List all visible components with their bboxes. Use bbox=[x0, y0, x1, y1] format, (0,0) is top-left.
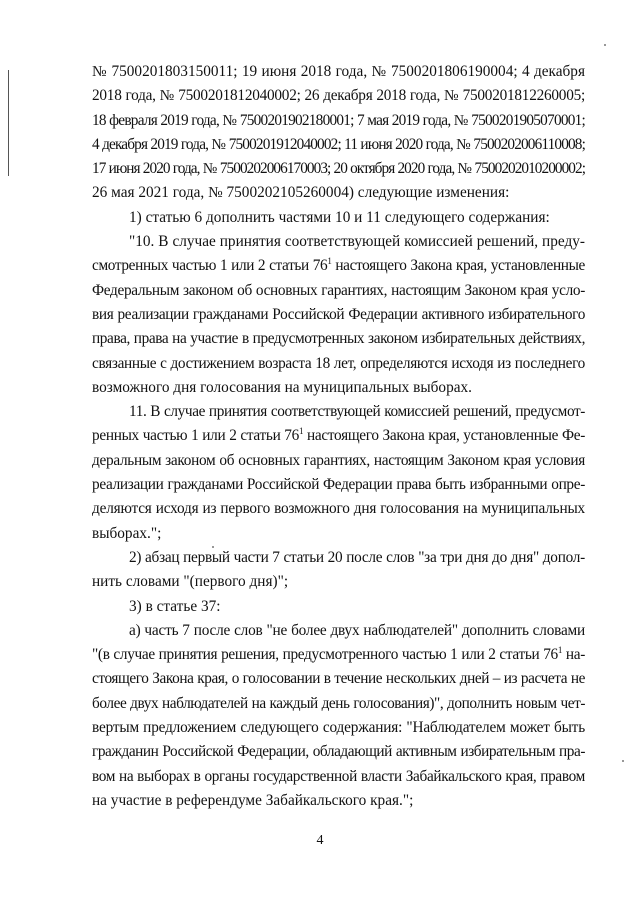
text-line-content: более двух наблюдателей на каждый день голосования)", дополнить новым чет- bbox=[92, 694, 585, 712]
text-line bbox=[92, 352, 585, 376]
text-line bbox=[92, 181, 585, 205]
text-line bbox=[92, 400, 585, 424]
text-line bbox=[92, 327, 585, 351]
text-line bbox=[92, 449, 585, 473]
text-line bbox=[92, 424, 585, 448]
text-line-content: гражданин Российской Федерации, обладающий активным избирательным пра- bbox=[92, 743, 585, 761]
text-line-tail: настоящего Закона края, установленные bbox=[331, 257, 585, 275]
text-line bbox=[92, 109, 585, 133]
document-body bbox=[92, 60, 585, 813]
page-number: 4 bbox=[316, 833, 324, 848]
text-line-content: стоящего Закона края, о голосовании в течение нескольких дней – из расчета не bbox=[92, 670, 585, 688]
text-line-content: "(в случае принятия решения, предусмотренного частью 1 или 2 статьи 76 bbox=[92, 646, 558, 664]
text-line-content: деральным законом об основных гарантиях, настоящим Законом края условия bbox=[92, 451, 585, 469]
text-line bbox=[92, 740, 585, 764]
text-line bbox=[92, 546, 585, 570]
text-line-content: на участие в референдуме Забайкальского края."; bbox=[92, 791, 414, 809]
text-line bbox=[92, 789, 585, 813]
text-line bbox=[92, 254, 585, 278]
text-line-content: № 7500201803150011; 19 июня 2018 года, № 7500201806190004; 4 декабря bbox=[92, 63, 585, 80]
text-line bbox=[92, 765, 585, 789]
text-line bbox=[92, 157, 585, 181]
text-line bbox=[92, 643, 585, 667]
text-line-content: нить словами "(первого дня)"; bbox=[92, 573, 289, 591]
text-line bbox=[92, 667, 585, 691]
text-line-content: смотренных частью 1 или 2 статьи 76 bbox=[92, 257, 328, 275]
text-line bbox=[92, 692, 585, 716]
text-line bbox=[92, 497, 585, 521]
text-line-content: ренных частью 1 или 2 статьи 76 bbox=[92, 427, 299, 445]
text-line-tail: настоящего Закона края, установленные Фе- bbox=[303, 427, 585, 445]
text-line-content: 3) в статье 37: bbox=[129, 597, 221, 615]
text-line-content: Федеральным законом об основных гарантиях, настоящим Законом края усло- bbox=[92, 281, 585, 299]
scan-speck bbox=[622, 760, 624, 762]
scan-speck bbox=[604, 44, 606, 46]
superscript-index: 1 bbox=[557, 645, 563, 656]
text-line-content: связанные с достижением возраста 18 лет, определяются исходя из последнего bbox=[92, 354, 585, 372]
text-line-content: вия реализации гражданами Российской Федерации активного избирательного bbox=[92, 305, 585, 323]
superscript-index: 1 bbox=[298, 426, 304, 437]
text-line bbox=[92, 619, 585, 643]
text-line-content: 26 мая 2021 года, № 7500202105260004) следующие изменения: bbox=[92, 184, 510, 202]
text-line bbox=[92, 60, 585, 84]
text-line bbox=[92, 206, 585, 230]
text-line bbox=[92, 473, 585, 497]
text-line bbox=[92, 595, 585, 619]
text-line bbox=[92, 279, 585, 303]
text-line-content: права, права на участие в предусмотренных законом избирательных действиях, bbox=[92, 330, 585, 348]
text-line-tail: на- bbox=[562, 646, 585, 664]
text-line-content: 2018 года, № 7500201812040002; 26 декабря 2018 года, № 7500201812260005; bbox=[92, 87, 585, 105]
text-line bbox=[92, 716, 585, 740]
text-line-content: выборах."; bbox=[92, 524, 162, 542]
text-line-content: 18 февраля 2019 года, № 7500201902180001; 7 мая 2019 года, № 7500201905070001; bbox=[92, 111, 585, 129]
text-line-content: деляются исходя из первого возможного дня голосования на муниципальных bbox=[92, 500, 585, 518]
text-line bbox=[92, 133, 585, 157]
text-line bbox=[92, 303, 585, 327]
text-line-content: возможного дня голосования на муниципальных выборах. bbox=[92, 378, 472, 396]
text-line-content: 11. В случае принятия соответствующей комиссией решений, предусмот- bbox=[129, 403, 585, 421]
text-line bbox=[92, 376, 585, 400]
text-line-content: "10. В случае принятия соответствующей комиссией решений, преду- bbox=[129, 233, 585, 251]
text-line-content: 2) абзац первый части 7 статьи 20 после слов "за три дня до дня" допол- bbox=[129, 548, 585, 566]
text-line-content: 4 декабря 2019 года, № 7500201912040002; 11 июня 2020 года, № 7500202006110008; bbox=[92, 135, 585, 153]
text-line bbox=[92, 84, 585, 108]
text-line bbox=[92, 570, 585, 594]
text-line-content: реализации гражданами Российской Федерации права быть избранными опре- bbox=[92, 476, 585, 494]
text-line bbox=[92, 522, 585, 546]
text-line-content: а) часть 7 после слов "не более двух наблюдателей" дополнить словами bbox=[129, 621, 585, 639]
text-line-content: вом на выборах в органы государственной власти Забайкальского края, правом bbox=[92, 767, 585, 785]
text-line-content: 17 июня 2020 года, № 7500202006170003; 20 октября 2020 года, № 7500202010200002; bbox=[92, 160, 585, 178]
text-line bbox=[92, 230, 585, 254]
text-line-content: 1) статью 6 дополнить частями 10 и 11 следующего содержания: bbox=[129, 208, 550, 226]
scan-margin-mark bbox=[8, 70, 9, 176]
text-line-content: вертым предложением следующего содержания: "Наблюдателем может быть bbox=[92, 719, 585, 737]
superscript-index: 1 bbox=[327, 256, 332, 267]
